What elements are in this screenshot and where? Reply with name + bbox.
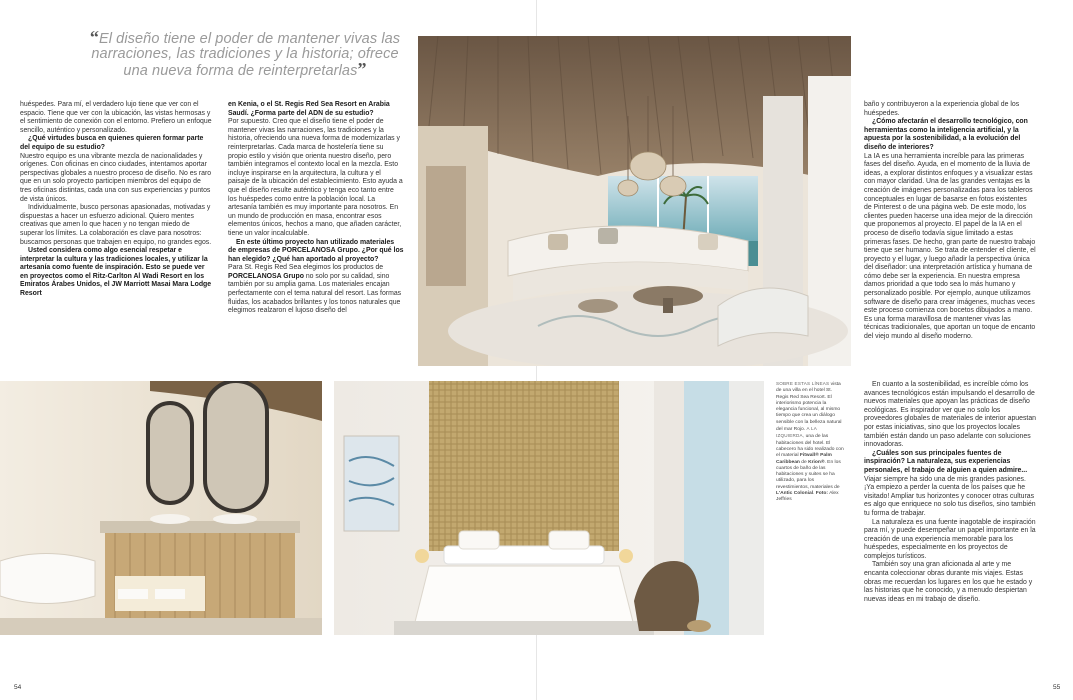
- paragraph: También soy una gran aficionada al arte y me encanta coleccionar obras durante mis viajes. Estas obras me recuerdan los lugares en los que he estado y las historias que he conocido, y a menudo despiertan nuevas ideas en mi trabajo de diseño.: [864, 561, 1033, 603]
- open-quote-mark: “: [89, 27, 99, 47]
- paragraph: Viajar siempre ha sido una de mis grandes pasiones. ¡Ya empiezo a perder la cuenta de los países que he visitado! Ampliar tus horizontes y conocer otras culturas es algo que enriquece no solo tus diseños, sino también tu forma de trabajar.: [864, 475, 1036, 517]
- pull-quote: [86, 27, 404, 79]
- paragraph: La IA es una herramienta increíble para las primeras fases del diseño. Ayuda, en el momento de la lluvia de ideas, a explorar distintos enfoques y a visualizar estas con mayor claridad. Una de las grandes ventajas es la creación de imágenes personalizadas para los tableros conceptuales en lugar de basarse en fotos existentes de Pinterest o de una página web. De este modo, los clientes pueden hacerse una idea mejor de la dirección que proponemos al proyecto. El papel de la IA en el proceso de diseño todavía sigue limitado a estas primeras fases. De hecho, gran parte de nuestro trabajo tiene que ser humano. Se trata de entender el cliente, el proyecto y el lugar, y luego añadir la perspectiva única del diseñador: una interpretación artística y humana de cómo debe ser la experiencia. En nuestra empresa damos prioridad a que todo sea lo más humano y personalizado posible. Por ejemplo, aunque utilizamos software de diseño para crear imágenes, muchas veces este proceso comienza con bocetos dibujados a mano. Es una forma maravillosa de mantener vivas las técnicas tradicionales, que aportan un toque de encanto del viejo mundo al diseño moderno.: [864, 152, 1036, 341]
- question: ¿Cuáles son sus principales fuentes de inspiración? La naturaleza, sus experiencias personales, el trabajo de alguien a quien admire...: [864, 449, 1028, 474]
- page-number-left: 54: [14, 684, 22, 691]
- paragraph: huéspedes. Para mí, el verdadero lujo tiene que ver con el espacio. Tiene que ver con la ubicación, las vistas hermosas y el sentimiento de conexión con el entorno. Prefiero un enfoque sencillo, auténtico y personalizado.: [20, 101, 212, 134]
- living-room-illustration: [418, 36, 851, 366]
- paragraph: Para St. Regis Red Sea elegimos los productos de PORCELANOSA Grupo no solo por su calidad, sino también por su amplia gama. Los materiales encajan perfectamente con el tema natural del resort. Las formas fluidas, los acabados brillantes y los tonos naturales que elegimos realzaron el lujoso diseño del: [228, 264, 402, 315]
- paragraph: baño y contribuyeron a la experiencia global de los huéspedes.: [864, 101, 1020, 117]
- question: Usted considera como algo esencial respetar e interpretar la cultura y las tradiciones locales, y utilizar la artesanía como fuente de inspiración. Esto se puede ver en proyectos como el Ritz-Carlton Al Wadi Resort en los Emiratos Árabes Unidos, el JW Marriott Masai Mara Lodge Resort: [20, 247, 212, 298]
- text-column-2: [228, 101, 404, 316]
- paragraph: Nuestro equipo es una vibrante mezcla de nacionalidades y orígenes. Con oficinas en cinco ciudades, intentamos aportar perspectivas globales a nuestro proceso de diseño. No es raro que en un solo proyecto participen miembros del equipo de tres oficinas distintas, cada una con sus experiencias y puntos de vista únicos.: [20, 152, 212, 203]
- question: ¿Qué virtudes busca en quienes quieren formar parte del equipo de su estudio?: [20, 135, 204, 151]
- bedroom-illustration: [334, 381, 764, 635]
- paragraph: En cuanto a la sostenibilidad, es increíble cómo los avances tecnológicos están impulsando el desarrollo de nuevos materiales que apoyan las prácticas de diseño ecológicas. Es inspirador ver que no solo los proveedores globales de materiales de interior apuestan por estas iniciativas, sino que los proyectos locales también están dando un paso adelante con soluciones innovadoras.: [864, 381, 1036, 449]
- paragraph: La naturaleza es una fuente inagotable de inspiración para mí, y puede desempeñar un papel importante en la creación de una experiencia memorable para los huéspedes, especialmente en los proyectos de complejos turísticos.: [864, 518, 1036, 560]
- question: ¿Cómo afectarán el desarrollo tecnológico, con herramientas como la inteligencia artificial, y la apuesta por la sostenibilidad, a la evolución del diseño de interiores?: [864, 118, 1028, 151]
- photo-caption: SOBRE ESTAS LÍNEAS vista de una villa en el hotel St. Regis Red Sea Resort. El interiorismo potencia la elegancia funcional, al mismo tiempo que crea un diálogo sensible con la belleza natural del mar Rojo. A LA IZQUIERDA, una de las habitaciones del hotel. El cabecero ha sido realizado con el material Fitwall® Palm Caribbean de Krion®. En los cuartos de baño de las habitaciones y suites se ha utilizado, para los revestimientos, materiales de L'Antic Colonial. Foto: Alex Jeffries: [776, 381, 844, 503]
- page-number-right: 55: [1053, 684, 1061, 691]
- question: en Kenia, o el St. Regis Red Sea Resort en Arabia Saudí. ¿Forma parte del ADN de su estudio?: [228, 101, 390, 117]
- text-column-1: [20, 101, 213, 299]
- paragraph: Por supuesto. Creo que el diseño tiene el poder de mantener vivas las narraciones, las tradiciones y la historia, ofreciendo una nueva forma de modernizarlas y reinterpretarlas. Cada marca de hostelería tiene su propio estilo y visión que orienta nuestro diseño, pero también integramos el contexto local en la mezcla. Esto incluye inspirarse en la arquitectura, la cultura y el paisaje de la ubicación del establecimiento. Esto ayuda a que el diseño resulte auténtico y tenga eco tanto entre los huéspedes como entre la población local. La artesanía también es muy importante para nosotros. En un mundo de producción en masa, encontrar esos elementos únicos, hechos a mano, que añaden carácter, tiene un valor incalculable.: [228, 118, 403, 237]
- paragraph: Individualmente, busco personas apasionadas, motivadas y dispuestas a hacer un esfuerzo adicional. Quiero mentes creativas que amen lo que hacen y no tengan miedo de superar los límites. La colaboración es clave para nosotros: buscamos personas que trabajen en equipo, no grandes egos.: [20, 204, 212, 246]
- bathroom-illustration: [0, 381, 322, 635]
- living-room-photo: [418, 36, 851, 366]
- bedroom-photo: [334, 381, 764, 635]
- text-column-4: [864, 381, 1036, 604]
- text-column-3: [864, 101, 1036, 342]
- pull-quote-text: El diseño tiene el poder de mantener vivas las narraciones, las tradiciones y la historia; ofrece una nueva forma de reinterpretarlas: [91, 31, 401, 79]
- bathroom-photo: [0, 381, 322, 635]
- question: En este último proyecto han utilizado materiales de empresas de PORCELANOSA Grupo. ¿Por qué los han elegido? ¿Qué han aportado al proyecto?: [228, 238, 404, 263]
- close-quote-mark: ”: [357, 59, 367, 79]
